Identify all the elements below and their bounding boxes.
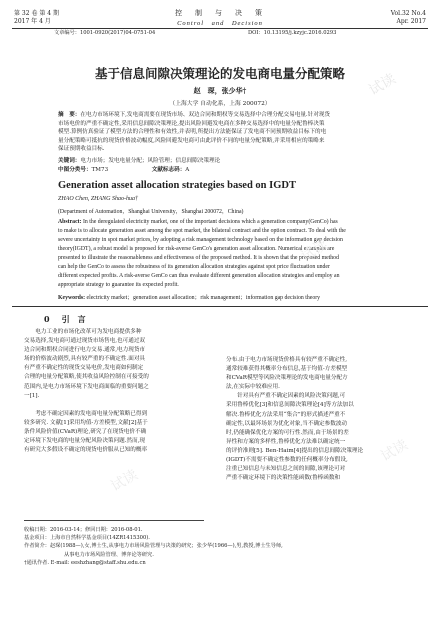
- received-date: 收稿日期：2016-03-14；修回日期：2016-08-01.: [24, 527, 143, 533]
- body-line: 解决.鲁棒优化方法采用“集合”的形式描述严重不: [226, 411, 346, 418]
- keywords-en: [58, 294, 398, 303]
- article-number: 文章编号：1001-0920(2017)04-0751-04: [54, 30, 156, 36]
- authors-cn: 赵 琛，张少华†: [193, 86, 247, 95]
- doc-code-label: 文献标志码：: [151, 167, 186, 173]
- footnote: [24, 526, 424, 567]
- abstract-en-line: appropriate strategy to guarantee its expected profit.: [58, 282, 179, 288]
- body-line: 法,在实际中较难应用.: [226, 384, 280, 391]
- left-column: [24, 328, 218, 455]
- corresponding-author: †通讯作者. E-mail: eeshzhang@staff.shu.edu.cn: [24, 559, 146, 566]
- classification: [58, 166, 390, 175]
- abstract-cn: [58, 111, 390, 154]
- clc-value: TM73: [91, 167, 109, 173]
- author-bio-cont: 从事电力市场风险管理、博弈论等研究.: [64, 551, 154, 558]
- abstract-cn-line: 市场电价的严重不确定性,采用信息间隙决策理论,提出风险回避发电商在多种交易选择中的电量分配鲁棒决策: [58, 120, 325, 127]
- body-line: 分布.由于电力市场现货价格具有较严重不确定性,: [226, 357, 348, 363]
- body-line: 严重不确定环境下的决策性能函数(鲁棒函数和: [226, 475, 341, 482]
- title-cn: 基于信息间隙决策理论的发电商电量分配策略: [94, 66, 345, 81]
- abstract-cn-line: 保证预期收益目标.: [58, 146, 105, 153]
- body-line: 较多研究. 文献[1]采用均值-方差模型,文献[2]基于: [24, 419, 148, 426]
- doc-code-value: A: [185, 167, 190, 173]
- body-line: (IGDT)不需要不确定性参数的任何概率分布假设,: [226, 457, 348, 464]
- body-line: 交易选择,发电商可通过现货市场售电,也可通过双: [24, 338, 146, 345]
- abstract-cn-label: 摘 要：: [58, 112, 81, 118]
- body-line: 边合同和期权合同进行电力交易.通常,电力现货市: [24, 347, 146, 354]
- body-line: 条件风险价值(CVaR)理论,研究了在现货电价不确: [24, 428, 147, 435]
- abstract-en-line: to make is to allocate generation asset among the spot market, the bilateral contract and the option contract. To deal with the: [58, 228, 346, 234]
- body-line: 的评价准则[5]. Ben-Haim[4]提出的信息间隙决策理论: [226, 447, 364, 454]
- body-line: 时,仍能确保优化方案的可行性.然而,由于场景的差: [226, 429, 349, 436]
- authors-en: ZHAO Chen, ZHANG Shao-hua†: [58, 196, 139, 202]
- abstract-en-line: different expected profits. A risk-averse GenCo can thus evaluate different generation allocation strategies and employ an: [58, 273, 340, 279]
- abstract-en-line: can help the GenCo to assess the robustness of its generation allocation strategies against spot price fluctuation under: [58, 264, 330, 270]
- watermark: 试读: [298, 236, 331, 265]
- paragraph-gap: [24, 401, 218, 410]
- body-line: 异性和方案的多样性,鲁棒优化方法难以确定统一: [226, 438, 346, 445]
- keywords-cn: [58, 157, 390, 166]
- author-bio: 作者简介：赵琛(1988—),女,博士生,从事电力市场风险管理与决策的研究；张少华(1966—),男,教授,博士生导师,: [24, 543, 283, 550]
- body-line: 有研究大多假设不确定的现货电价服从已知的概率: [24, 447, 148, 454]
- abstract-rule: [12, 306, 428, 307]
- body-line: 范围内,是电力市场环境下发电商面临的重要问题之: [24, 383, 149, 390]
- body-line: 通常较难获得其概率分布信息,基于均值-方差模型: [226, 366, 348, 373]
- header-rule: [12, 28, 428, 29]
- body-line: 有严重不确定性的现货交易电价,发电商如何制定: [24, 365, 144, 372]
- keywords-cn-label: 关键词：: [58, 158, 81, 164]
- section-heading: [44, 314, 86, 325]
- body-line: 合理的电量分配策略,使其收益风险控制在可接受的: [24, 374, 149, 381]
- body-line: 电力工业的市场化改革可为发电商提供多种: [24, 329, 142, 335]
- affiliation-cn: （上海大学 自动化系，上海 200072）: [169, 101, 271, 107]
- right-column: [226, 356, 422, 483]
- volume-cn: 第 32 卷 第 4 期: [14, 10, 59, 17]
- body-line: 确定性,以最坏场景为优化对象,当不确定参数波动: [226, 420, 348, 427]
- watermark: 试读: [108, 466, 141, 495]
- date-cn: 2017 年 4 月: [14, 18, 51, 25]
- body-line: 针对具有严重不确定因素的风险决策问题,可: [226, 393, 346, 400]
- body-line: 采用鲁棒优化[3]和信息间隙决策理论[4]等方法加以: [226, 402, 354, 409]
- keywords-en-text: electricity market；generation asset allocation；risk management；information gap decision theory: [86, 295, 321, 301]
- abstract-en-line: In the deregulated electricity market, one of the important decisions which a generation company(GenCo) has: [82, 219, 338, 225]
- affiliation-en: (Department of Automation，Shanghai University，Shanghai 200072，China): [58, 209, 244, 215]
- date-en: Apr. 2017: [396, 18, 426, 25]
- keywords-cn-text: 电力市场；发电电量分配；风险管理；信息间隙决策理论: [80, 158, 221, 164]
- watermark: 试读: [366, 70, 399, 99]
- footnote-rule: [24, 520, 204, 521]
- title-en: Generation asset allocation strategies based on IGDT: [58, 180, 296, 191]
- journal-name-en: Control and Decision: [177, 20, 263, 27]
- abstract-en-line: presented to illustrate the reasonableness and effectiveness of the proposed method. It is shown that the proposed method: [58, 255, 339, 261]
- body-line: 一[1].: [24, 392, 40, 399]
- abstract-en-line: severe uncertainty in spot market prices, by adopting a risk management technology based on the information gap decision: [58, 237, 343, 243]
- abstract-cn-line: 模型.算例仿真验证了模型方法的合理性和有效性,并表明,所提出方法能保证了发电商不同预期收益目标下的电: [58, 129, 327, 136]
- body-line: 定环境下发电商的电量分配风险决策问题.然而,现: [24, 438, 146, 445]
- abstract-en-line: theory(IGDT), a robust model is proposed for risk-averse GenCo's generation asset allocation. Numerical examples are: [58, 246, 335, 252]
- watermark: 试读: [378, 436, 411, 465]
- section-title: 引 言: [61, 314, 86, 324]
- doi: DOI：10.13195/j.kzyjc.2016.0293: [248, 30, 337, 36]
- abstract-cn-line: 在电力市场环境下,发电商需要在现货市场、双边合同和期权等交易选择中合理分配交易电量.针对现货: [80, 112, 331, 118]
- fund-info: 基金项目：上海市自然科学基金项目(14ZR1415300).: [24, 535, 150, 542]
- volume-en: Vol.32 No.4: [390, 10, 426, 17]
- abstract-en-label: Abstract:: [58, 219, 82, 225]
- section-number: 0: [44, 314, 50, 324]
- body-line: 和CVaR模型等风险决策理论的发电商电量分配方: [226, 375, 348, 382]
- body-line: 考虑不确定因素的发电商电量分配策略已得到: [24, 410, 148, 417]
- body-line: 注重已知信息与未知信息之间的间隙,该理论可对: [226, 466, 346, 473]
- abstract-cn-line: 量分配策略可抵抗的现货价格波动幅度,风险回避发电商可由此评价不同的电量分配策略,并采用相应的策略来: [58, 137, 325, 144]
- journal-name-cn: 控 制 与 决 策: [175, 9, 265, 17]
- clc-label: 中图分类号：: [58, 167, 92, 173]
- abstract-en: [58, 218, 390, 290]
- body-line: 场的价格波动剧烈,具有较严重的不确定性.面对具: [24, 356, 146, 363]
- keywords-en-label: Keywords:: [58, 295, 86, 301]
